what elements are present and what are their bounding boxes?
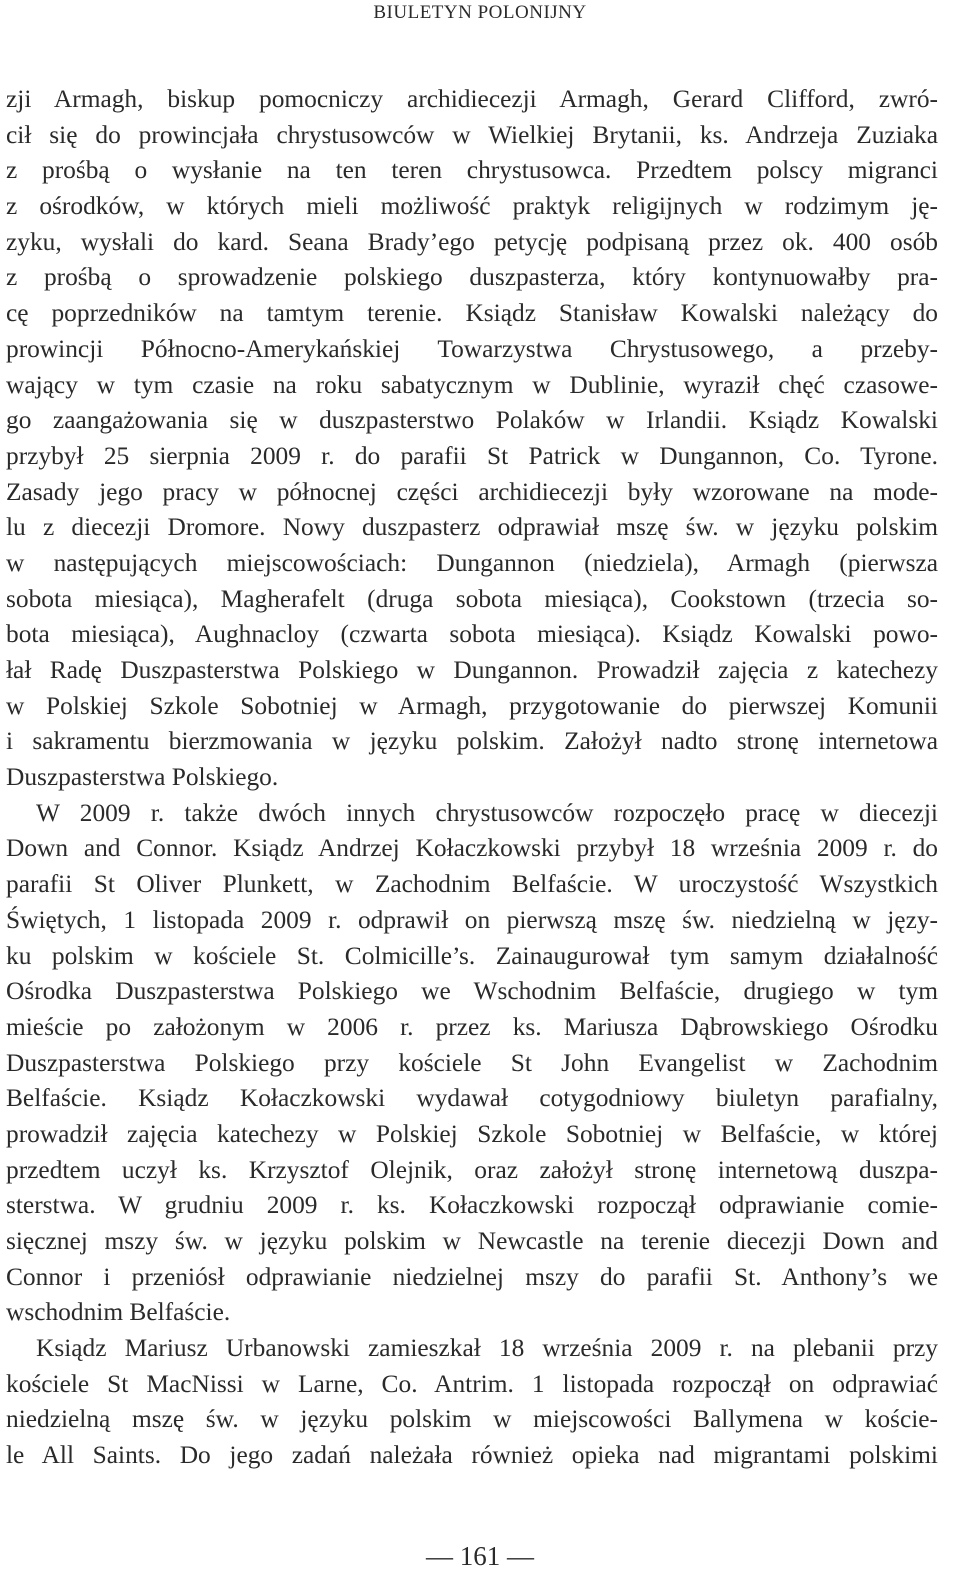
text-line: Connor i przeniósł odprawianie niedzielnej mszy do parafii St. Anthony’s we: [6, 1262, 938, 1291]
text-line: wający w tym czasie na roku sabatycznym w Dublinie, wyraził chęć czasowe-: [6, 370, 938, 399]
text-line: Zasady jego pracy w północnej części archidiecezji były wzorowane na mode-: [6, 477, 938, 506]
page-number: — 161 —: [426, 1541, 534, 1571]
paragraph-first-line: W 2009 r. także dwóch innych chrystusowców rozpoczęło pracę w diecezji: [36, 798, 938, 827]
text-line: w Polskiej Szkole Sobotniej w Armagh, przygotowanie do pierwszej Komunii: [6, 691, 938, 720]
text-line: sterstwa. W grudniu 2009 r. ks. Kołaczkowski rozpoczął odprawianie comie-: [6, 1191, 938, 1220]
text-line: lu z diecezji Dromore. Nowy duszpasterz odprawiał mszę św. w języku polskim: [6, 513, 938, 542]
text-line: cę poprzedników na tamtym terenie. Ksiądz Stanisław Kowalski należący do: [6, 299, 938, 328]
text-line: ku polskim w kościele St. Colmicille’s. Zainaugurował tym samym działalność: [6, 941, 938, 970]
paragraph-end-line: Duszpasterstwa Polskiego.: [6, 763, 279, 792]
text-line: z prośbą o wysłanie na ten teren chrystusowca. Przedtem polscy migranci: [6, 156, 938, 185]
text-line: przedtem uczył ks. Krzysztof Olejnik, oraz założył stronę internetową duszpa-: [6, 1155, 938, 1184]
text-line: kościele St MacNissi w Larne, Co. Antrim. 1 listopada rozpoczął on odprawiać: [6, 1369, 938, 1398]
text-line: go zaangażowania się w duszpasterstwo Polaków w Irlandii. Ksiądz Kowalski: [6, 406, 938, 435]
text-line: cił się do prowincjała chrystusowców w Wielkiej Brytanii, ks. Andrzeja Zuziaka: [6, 120, 938, 149]
text-line: prowadził zajęcia katechezy w Polskiej Szkole Sobotniej w Belfaście, w której: [6, 1119, 938, 1148]
paragraph-end-line: wschodnim Belfaście.: [6, 1298, 231, 1327]
text-line: z ośrodków, w których mieli możliwość praktyk religijnych w rodzimym ję-: [6, 192, 938, 221]
text-line: Świętych, 1 listopada 2009 r. odprawił on pierwszą mszę św. niedzielną w języ-: [6, 905, 938, 934]
text-line: i sakramentu bierzmowania w języku polskim. Założył nadto stronę internetowa: [6, 727, 938, 756]
text-line: Belfaście. Ksiądz Kołaczkowski wydawał cotygodniowy biuletyn parafialny,: [6, 1084, 938, 1113]
text-line: bota miesiąca), Aughnacloy (czwarta sobota miesiąca). Ksiądz Kowalski powo-: [6, 620, 938, 649]
text-line: niedzielną mszę św. w języku polskim w miejscowości Ballymena w koście-: [6, 1405, 938, 1434]
text-line: sobota miesiąca), Magherafelt (druga sobota miesiąca), Cookstown (trzecia so-: [6, 584, 938, 613]
text-line: le All Saints. Do jego zadań należała również opieka nad migrantami polskimi: [6, 1441, 938, 1470]
text-line: sięcznej mszy św. w języku polskim w Newcastle na terenie diecezji Down and: [6, 1227, 938, 1255]
text-line: mieście po założonym w 2006 r. przez ks. Mariusza Dąbrowskiego Ośrodku: [6, 1012, 938, 1041]
text-line: Ośrodka Duszpasterstwa Polskiego we Wschodnim Belfaście, drugiego w tym: [6, 977, 938, 1006]
paragraph-first-line: Ksiądz Mariusz Urbanowski zamieszkał 18 września 2009 r. na plebanii przy: [36, 1334, 938, 1363]
text-line: Down and Connor. Ksiądz Andrzej Kołaczkowski przybył 18 września 2009 r. do: [6, 834, 938, 863]
body-text: [6, 82, 938, 1474]
text-line: prowincji Północno-Amerykańskiej Towarzystwa Chrystusowego, a przeby-: [6, 334, 938, 363]
text-line: zyku, wysłali do kard. Seana Brady’ego petycję podpisaną przez ok. 400 osób: [6, 227, 938, 256]
text-line: z prośbą o sprowadzenie polskiego duszpasterza, który kontynuowałby pra-: [6, 263, 938, 292]
text-line: zji Armagh, biskup pomocniczy archidiecezji Armagh, Gerard Clifford, zwró-: [6, 85, 938, 113]
text-line: łał Radę Duszpasterstwa Polskiego w Dungannon. Prowadził zajęcia z katechezy: [6, 656, 938, 684]
text-line: Duszpasterstwa Polskiego przy kościele St John Evangelist w Zachodnim: [6, 1048, 938, 1077]
running-header: BIULETYN POLONIJNY: [373, 2, 587, 23]
text-line: przybył 25 sierpnia 2009 r. do parafii St Patrick w Dungannon, Co. Tyrone.: [6, 441, 938, 470]
text-line: w następujących miejscowościach: Dungannon (niedziela), Armagh (pierwsza: [6, 548, 938, 577]
text-line: parafii St Oliver Plunkett, w Zachodnim Belfaście. W uroczystość Wszystkich: [6, 870, 938, 899]
